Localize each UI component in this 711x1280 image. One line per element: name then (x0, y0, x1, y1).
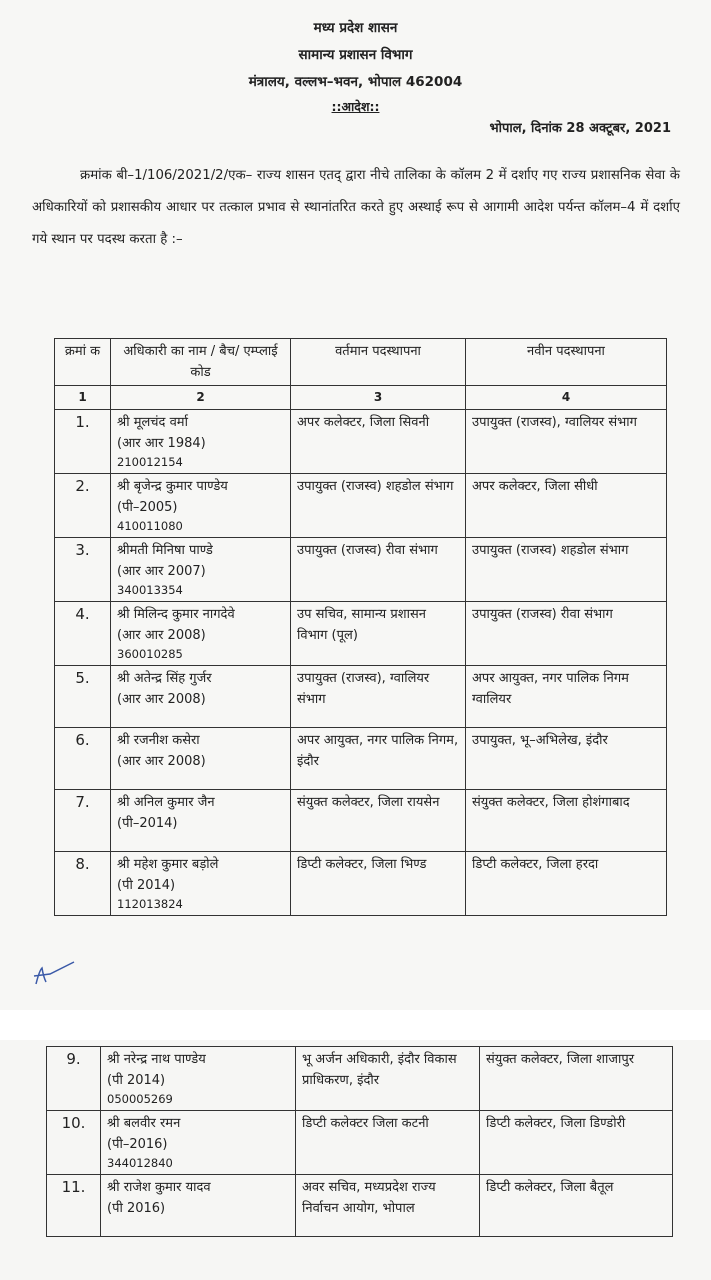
officer-batch: (आर आर 2007) (117, 564, 206, 579)
table-row (55, 852, 667, 916)
transfer-table-continued (46, 1046, 673, 1237)
serial-number: 1. (55, 410, 111, 474)
column-number: 4 (466, 386, 667, 410)
officer-cell (111, 410, 291, 474)
table-row (47, 1111, 673, 1175)
serial-number: 7. (55, 790, 111, 852)
officer-cell (111, 538, 291, 602)
officer-cell (101, 1111, 296, 1175)
officer-batch: (आर आर 2008) (117, 692, 206, 707)
officer-name: श्री अनिल कुमार जैन (117, 795, 215, 810)
employee-code: 360010285 (117, 647, 183, 661)
officer-batch: (आर आर 2008) (117, 628, 206, 643)
order-label: ::आदेश:: (331, 99, 380, 114)
column-number: 3 (291, 386, 466, 410)
officer-cell (101, 1047, 296, 1111)
employee-code: 210012154 (117, 455, 183, 469)
employee-code: 344012840 (107, 1156, 173, 1170)
officer-batch: (पी 2014) (117, 878, 176, 893)
current-posting: उपायुक्त (राजस्व), ग्वालियर संभाग (291, 666, 466, 728)
officer-batch: (पी 2016) (107, 1201, 166, 1216)
table-row (55, 728, 667, 790)
column-number: 2 (111, 386, 291, 410)
officer-cell (111, 790, 291, 852)
officer-name: श्री महेश कुमार बड़ोले (117, 857, 219, 872)
serial-number: 10. (47, 1111, 101, 1175)
order-paragraph (32, 160, 680, 256)
table-row (55, 538, 667, 602)
new-posting: डिप्टी कलेक्टर, जिला हरदा (466, 852, 667, 916)
current-posting: अवर सचिव, मध्यप्रदेश राज्य निर्वाचन आयोग, भोपाल (296, 1175, 480, 1237)
current-posting: संयुक्त कलेक्टर, जिला रायसेन (291, 790, 466, 852)
header-government: मध्य प्रदेश शासन (313, 20, 398, 36)
officer-batch: (आर आर 1984) (117, 436, 206, 451)
officer-cell (111, 666, 291, 728)
employee-code: 340013354 (117, 583, 183, 597)
officer-name: श्री राजेश कुमार यादव (107, 1180, 211, 1195)
document-page-2 (0, 1040, 711, 1280)
current-posting: डिप्टी कलेक्टर, जिला भिण्ड (291, 852, 466, 916)
officer-name: श्री नरेन्द्र नाथ पाण्डेय (107, 1052, 206, 1067)
officer-name: श्री बलवीर रमन (107, 1116, 181, 1131)
officer-name: श्री बृजेन्द्र कुमार पाण्डेय (117, 479, 228, 494)
current-posting: उप सचिव, सामान्य प्रशासन विभाग (पूल) (291, 602, 466, 666)
header-serial: क्रमां क (55, 339, 111, 386)
header-officer: अधिकारी का नाम / बैच/ एम्प्लाई कोड (111, 339, 291, 386)
new-posting: संयुक्त कलेक्टर, जिला होशंगाबाद (466, 790, 667, 852)
serial-number: 6. (55, 728, 111, 790)
header-department: सामान्य प्रशासन विभाग (298, 47, 413, 63)
current-posting: उपायुक्त (राजस्व) शहडोल संभाग (291, 474, 466, 538)
header-current-posting: वर्तमान पदस्थापना (291, 339, 466, 386)
new-posting: अपर कलेक्टर, जिला सीधी (466, 474, 667, 538)
new-posting: उपायुक्त (राजस्व), ग्वालियर संभाग (466, 410, 667, 474)
serial-number: 5. (55, 666, 111, 728)
officer-name: श्री रजनीश कसेरा (117, 733, 200, 748)
table-row (47, 1047, 673, 1111)
table-row (55, 790, 667, 852)
transfer-table (54, 338, 667, 916)
officer-batch: (आर आर 2008) (117, 754, 206, 769)
current-posting: भू अर्जन अधिकारी, इंदौर विकास प्राधिकरण, इंदौर (296, 1047, 480, 1111)
table-header-row (55, 339, 667, 386)
serial-number: 9. (47, 1047, 101, 1111)
employee-code: 050005269 (107, 1092, 173, 1106)
serial-number: 11. (47, 1175, 101, 1237)
new-posting: संयुक्त कलेक्टर, जिला शाजापुर (480, 1047, 673, 1111)
officer-cell (111, 728, 291, 790)
officer-batch: (पी 2014) (107, 1073, 166, 1088)
serial-number: 4. (55, 602, 111, 666)
table-row (55, 602, 667, 666)
current-posting: अपर कलेक्टर, जिला सिवनी (291, 410, 466, 474)
table-body-page-1 (55, 410, 667, 916)
header-address: मंत्रालय, वल्लभ–भवन, भोपाल 462004 (248, 74, 463, 90)
officer-name: श्री अतेन्द्र सिंह गुर्जर (117, 671, 212, 686)
new-posting: डिप्टी कलेक्टर, जिला बैतूल (480, 1175, 673, 1237)
officer-cell (111, 602, 291, 666)
officer-name: श्री मूलचंद वर्मा (117, 415, 188, 430)
current-posting: डिप्टी कलेक्टर जिला कटनी (296, 1111, 480, 1175)
new-posting: उपायुक्त (राजस्व) रीवा संभाग (466, 602, 667, 666)
officer-batch: (पी–2016) (107, 1137, 168, 1152)
new-posting: उपायुक्त, भू–अभिलेख, इंदौर (466, 728, 667, 790)
order-paragraph-text: क्रमांक बी–1/106/2021/2/एक– राज्य शासन एतद् द्वारा नीचे तालिका के कॉलम 2 में दर्शाए गए राज्य प्रशासनिक सेवा के अधिकारियों को प्रशासकीय आधार पर तत्काल प्रभाव से स्थानांतरित करते हुए अस्थाई रूप से आगामी आदेश पर्यन्त कॉलम–4 में दर्शाए गये स्थान पर पदस्थ करता है :– (32, 168, 680, 247)
column-number: 1 (55, 386, 111, 410)
table-body-page-2 (47, 1047, 673, 1237)
page-gap (0, 1010, 711, 1040)
serial-number: 3. (55, 538, 111, 602)
current-posting: उपायुक्त (राजस्व) रीवा संभाग (291, 538, 466, 602)
table-row (55, 474, 667, 538)
officer-cell (111, 852, 291, 916)
new-posting: डिप्टी कलेक्टर, जिला डिण्डोरी (480, 1111, 673, 1175)
new-posting: उपायुक्त (राजस्व) शहडोल संभाग (466, 538, 667, 602)
signature-mark (30, 958, 78, 988)
table-row (55, 410, 667, 474)
officer-cell (101, 1175, 296, 1237)
order-date: भोपाल, दिनांक 28 अक्टूबर, 2021 (489, 121, 671, 136)
table-row (55, 666, 667, 728)
serial-number: 2. (55, 474, 111, 538)
new-posting: अपर आयुक्त, नगर पालिक निगम ग्वालियर (466, 666, 667, 728)
officer-batch: (पी–2014) (117, 816, 178, 831)
officer-name: श्री मिलिन्द कुमार नागदेवे (117, 607, 235, 622)
current-posting: अपर आयुक्त, नगर पालिक निगम, इंदौर (291, 728, 466, 790)
employee-code: 410011080 (117, 519, 183, 533)
header-new-posting: नवीन पदस्थापना (466, 339, 667, 386)
employee-code: 112013824 (117, 897, 183, 911)
table-row (47, 1175, 673, 1237)
officer-cell (111, 474, 291, 538)
officer-name: श्रीमती मिनिषा पाण्डे (117, 543, 213, 558)
officer-batch: (पी–2005) (117, 500, 178, 515)
column-number-row (55, 386, 667, 410)
serial-number: 8. (55, 852, 111, 916)
